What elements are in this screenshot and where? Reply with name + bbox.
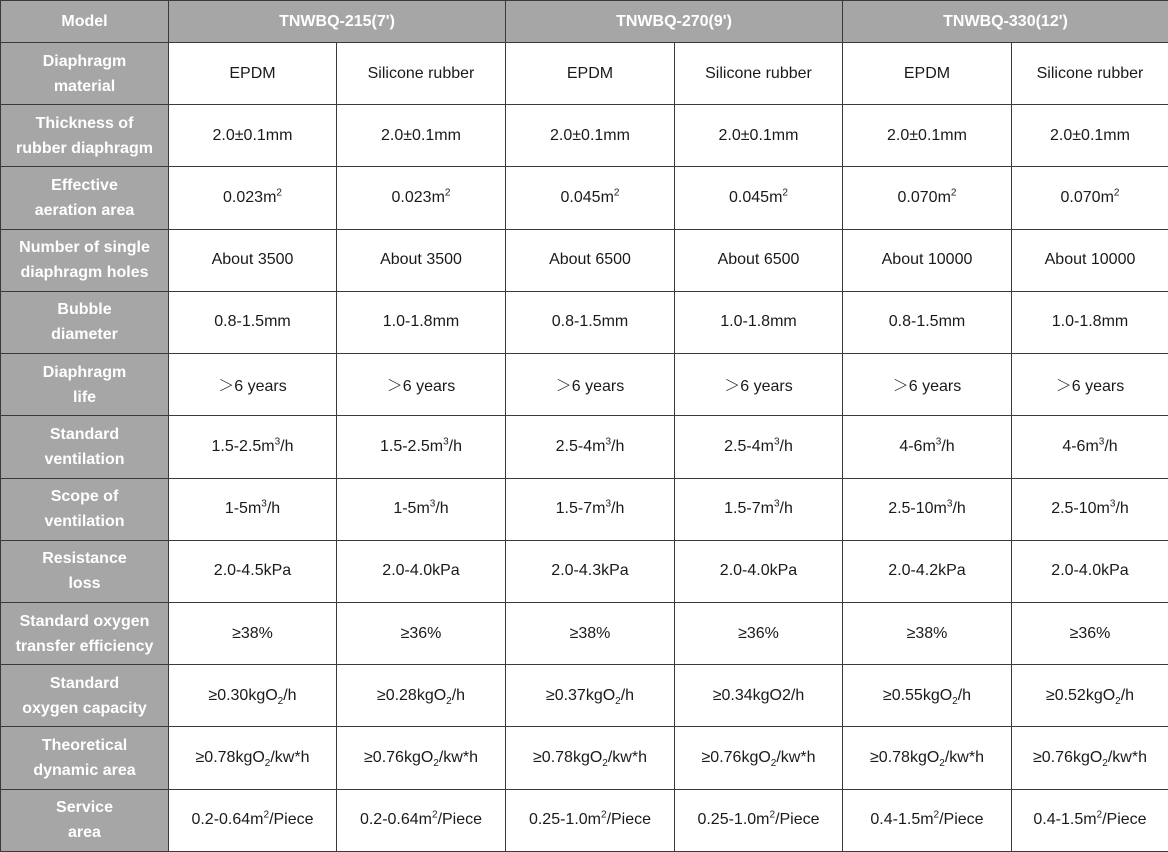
table-cell: ≥0.76kgO$_2$/kw*h — [337, 727, 506, 789]
row-label-line: Bubble — [57, 301, 112, 319]
row-label-line: oxygen capacity — [22, 699, 147, 717]
header-corner: Model — [1, 1, 169, 43]
table-cell: 1.0-1.8mm — [1012, 291, 1168, 353]
table-cell: ≥0.37kgO$_2$/h — [506, 665, 675, 727]
table-cell: ≥0.76kgO$_2$/kw*h — [1012, 727, 1168, 789]
table-cell: $2.5-10m^3/h$ — [1012, 478, 1168, 540]
table-row — [1, 727, 1168, 789]
row-label-line: Diaphragm — [42, 363, 127, 381]
row-label — [1, 354, 169, 416]
table-row — [1, 540, 1168, 602]
table-cell: 2.0-4.0kPa — [337, 540, 506, 602]
table-cell: 2.0-4.0kPa — [1012, 540, 1168, 602]
table-cell: ＞6 years — [337, 354, 506, 416]
table-cell: 2.0-4.3kPa — [506, 540, 675, 602]
table-cell: 1.0-1.8mm — [675, 291, 843, 353]
table-cell: $0.045m^2$ — [675, 167, 843, 229]
table-cell: ≥0.52kgO$_2$/h — [1012, 665, 1168, 727]
row-label-line: Standard oxygen — [19, 612, 150, 630]
table-cell: ＞6 years — [675, 354, 843, 416]
table-cell: ≥0.28kgO$_2$/h — [337, 665, 506, 727]
table-cell: $4-6m^3/h$ — [1012, 416, 1168, 478]
table-cell: 0.8-1.5mm — [843, 291, 1012, 353]
table-cell: $0.023m^2$ — [337, 167, 506, 229]
table-cell: ≥38% — [169, 602, 337, 664]
row-label — [1, 665, 169, 727]
row-label-line: transfer efficiency — [15, 637, 154, 655]
table-row — [1, 478, 1168, 540]
table-cell: ≥0.34kgO2/h — [675, 665, 843, 727]
table-cell: $2.5-4m^3/h$ — [506, 416, 675, 478]
row-label-line: Service — [56, 799, 113, 817]
row-label — [1, 727, 169, 789]
table-cell: About 6500 — [506, 229, 675, 291]
table-cell: $1.5-7m^3/h$ — [506, 478, 675, 540]
table-cell: ＞6 years — [1012, 354, 1168, 416]
header-row — [1, 1, 1168, 43]
row-label-line: aeration area — [34, 202, 135, 220]
table-cell: 0.8-1.5mm — [169, 291, 337, 353]
table-cell: ≥0.78kgO$_2$/kw*h — [169, 727, 337, 789]
table-cell: $0.25-1.0m^2$/Piece — [506, 789, 675, 851]
table-cell: 2.0-4.0kPa — [675, 540, 843, 602]
row-label-line: diameter — [51, 326, 118, 344]
row-label-line: rubber diaphragm — [16, 139, 153, 157]
row-label-line: area — [68, 824, 101, 842]
row-label — [1, 416, 169, 478]
table-cell: ≥0.78kgO$_2$/kw*h — [506, 727, 675, 789]
table-cell: Silicone rubber — [1012, 43, 1168, 105]
table-cell: ＞6 years — [169, 354, 337, 416]
table-cell: $1.5-2.5m^3/h$ — [169, 416, 337, 478]
row-label — [1, 105, 169, 167]
row-label — [1, 167, 169, 229]
header-model-270: TNWBQ-270(9') — [506, 1, 843, 43]
table-cell: ≥0.78kgO$_2$/kw*h — [843, 727, 1012, 789]
table-cell: About 10000 — [1012, 229, 1168, 291]
table-cell: $1.5-2.5m^3/h$ — [337, 416, 506, 478]
table-cell: $0.25-1.0m^2$/Piece — [675, 789, 843, 851]
table-cell: About 3500 — [337, 229, 506, 291]
table-cell: EPDM — [506, 43, 675, 105]
table-cell: 2.0±0.1mm — [337, 105, 506, 167]
table-cell: $0.023m^2$ — [169, 167, 337, 229]
table-cell: $2.5-10m^3/h$ — [843, 478, 1012, 540]
table-cell: ＞6 years — [506, 354, 675, 416]
table-row — [1, 43, 1168, 105]
table-cell: About 3500 — [169, 229, 337, 291]
row-label-line: ventilation — [44, 450, 125, 468]
table-cell: About 10000 — [843, 229, 1012, 291]
table-cell: $0.070m^2$ — [1012, 167, 1168, 229]
spec-table-body — [1, 43, 1168, 852]
table-row — [1, 789, 1168, 851]
row-label-line: Theoretical — [41, 737, 128, 755]
table-cell: $0.2-0.64m^2$/Piece — [337, 789, 506, 851]
row-label-line: loss — [68, 575, 101, 593]
table-cell: ≥36% — [1012, 602, 1168, 664]
row-label-line: Diaphragm — [42, 52, 127, 70]
row-label — [1, 789, 169, 851]
table-cell: EPDM — [169, 43, 337, 105]
row-label-line: life — [72, 388, 97, 406]
row-label-line: Resistance — [42, 550, 127, 568]
table-row — [1, 105, 1168, 167]
table-cell: 2.0±0.1mm — [675, 105, 843, 167]
table-cell: 2.0±0.1mm — [169, 105, 337, 167]
row-label — [1, 478, 169, 540]
table-cell: $0.2-0.64m^2$/Piece — [169, 789, 337, 851]
table-cell: ＞6 years — [843, 354, 1012, 416]
row-label — [1, 43, 169, 105]
table-row — [1, 602, 1168, 664]
table-row — [1, 416, 1168, 478]
row-label-line: Standard — [49, 674, 120, 692]
table-row — [1, 354, 1168, 416]
row-label-line: dynamic area — [33, 762, 136, 780]
table-cell: 0.8-1.5mm — [506, 291, 675, 353]
table-cell: Silicone rubber — [675, 43, 843, 105]
row-label-line: diaphragm holes — [20, 264, 149, 282]
table-row — [1, 665, 1168, 727]
table-cell: Silicone rubber — [337, 43, 506, 105]
row-label — [1, 602, 169, 664]
table-row — [1, 291, 1168, 353]
table-cell: ≥36% — [675, 602, 843, 664]
table-row — [1, 167, 1168, 229]
table-cell: ≥36% — [337, 602, 506, 664]
table-cell: ≥38% — [843, 602, 1012, 664]
table-cell: ≥0.76kgO$_2$/kw*h — [675, 727, 843, 789]
row-label-line: Number of single — [19, 239, 150, 257]
row-label — [1, 229, 169, 291]
table-cell: $1-5m^3/h$ — [337, 478, 506, 540]
row-label-line: Scope of — [50, 488, 119, 506]
row-label-line: Effective — [51, 177, 118, 195]
header-model-215: TNWBQ-215(7') — [169, 1, 506, 43]
table-cell: $4-6m^3/h$ — [843, 416, 1012, 478]
table-cell: $0.070m^2$ — [843, 167, 1012, 229]
table-cell: 2.0±0.1mm — [1012, 105, 1168, 167]
table-cell: 2.0-4.2kPa — [843, 540, 1012, 602]
table-cell: EPDM — [843, 43, 1012, 105]
table-cell: About 6500 — [675, 229, 843, 291]
table-cell: ≥38% — [506, 602, 675, 664]
table-cell: 2.0-4.5kPa — [169, 540, 337, 602]
row-label — [1, 540, 169, 602]
table-cell: $1-5m^3/h$ — [169, 478, 337, 540]
table-cell: ≥0.30kgO$_2$/h — [169, 665, 337, 727]
table-cell: 2.0±0.1mm — [843, 105, 1012, 167]
table-cell: ≥0.55kgO$_2$/h — [843, 665, 1012, 727]
table-cell: $0.045m^2$ — [506, 167, 675, 229]
table-cell: $2.5-4m^3/h$ — [675, 416, 843, 478]
table-cell: $1.5-7m^3/h$ — [675, 478, 843, 540]
table-cell: $0.4-1.5m^2$/Piece — [843, 789, 1012, 851]
row-label-line: ventilation — [44, 513, 125, 531]
table-cell: 2.0±0.1mm — [506, 105, 675, 167]
row-label-line: material — [53, 77, 116, 95]
table-row — [1, 229, 1168, 291]
table-cell: 1.0-1.8mm — [337, 291, 506, 353]
table-cell: $0.4-1.5m^2$/Piece — [1012, 789, 1168, 851]
row-label-line: Standard — [49, 425, 120, 443]
row-label-line: Thickness of — [35, 114, 134, 132]
header-model-330: TNWBQ-330(12') — [843, 1, 1168, 43]
row-label — [1, 291, 169, 353]
